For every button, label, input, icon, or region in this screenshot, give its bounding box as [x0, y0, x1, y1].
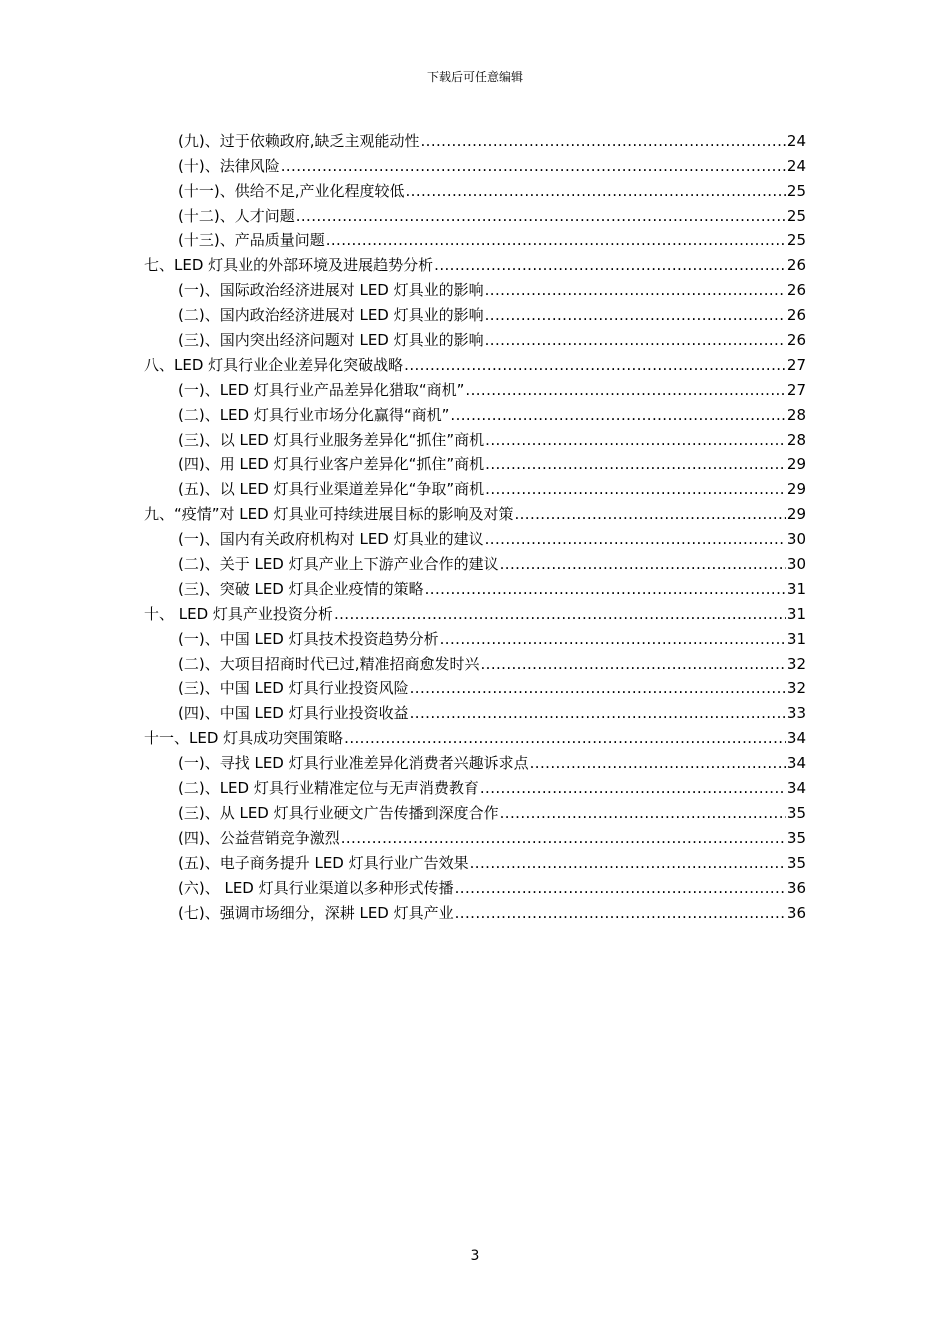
toc-dot-leader: [410, 704, 786, 722]
toc-entry-page: 26: [786, 281, 806, 300]
toc-entry-page: 32: [786, 679, 806, 698]
toc-dot-leader: [440, 630, 786, 648]
toc-section-entry[interactable]: [144, 399, 806, 424]
toc-entry-page: 26: [786, 306, 806, 325]
toc-entry-title: (二)、大项目招商时代已过,精准招商愈发时兴: [178, 654, 480, 673]
toc-dot-leader: [341, 829, 786, 847]
toc-section-entry[interactable]: [144, 175, 806, 200]
toc-entry-title: 十一、LED 灯具成功突围策略: [144, 729, 344, 748]
toc-entry-page: 26: [786, 331, 806, 350]
toc-entry-page: 31: [786, 579, 806, 598]
toc-dot-leader: [326, 231, 786, 249]
toc-entry-page: 28: [786, 430, 806, 449]
toc-section-entry[interactable]: [144, 697, 806, 722]
toc-section-entry[interactable]: [144, 125, 806, 150]
toc-entry-title: (三)、以 LED 灯具行业服务差异化“抓住”商机: [178, 430, 485, 449]
toc-section-entry[interactable]: [144, 473, 806, 498]
page-header: 下载后可任意编辑: [426, 70, 523, 84]
toc-entry-page: 26: [786, 256, 806, 275]
toc-section-entry[interactable]: [144, 872, 806, 897]
toc-entry-page: 36: [786, 903, 806, 922]
toc-dot-leader: [485, 306, 786, 324]
toc-entry-title: (一)、国际政治经济进展对 LED 灯具业的影响: [178, 281, 484, 300]
toc-entry-title: 七、LED 灯具业的外部环境及进展趋势分析: [144, 256, 434, 275]
toc-entry-title: (三)、国内突出经济问题对 LED 灯具业的影响: [178, 331, 484, 350]
toc-section-entry[interactable]: [144, 897, 806, 922]
toc-entry-page: 24: [786, 156, 806, 175]
toc-entry-title: (二)、LED 灯具行业市场分化赢得“商机”: [178, 405, 450, 424]
toc-entry-title: (五)、电子商务提升 LED 灯具行业广告效果: [178, 853, 469, 872]
toc-entry-page: 24: [786, 131, 806, 150]
toc-section-entry[interactable]: [144, 847, 806, 872]
toc-dot-leader: [420, 132, 785, 150]
toc-entry-title: 九、“疫情”对 LED 灯具业可持续进展目标的影响及对策: [144, 505, 514, 524]
toc-entry-title: (三)、中国 LED 灯具行业投资风险: [178, 679, 409, 698]
toc-dot-leader: [514, 505, 785, 523]
toc-entry-title: (一)、LED 灯具行业产品差异化猎取“商机”: [178, 380, 465, 399]
toc-entry-page: 36: [786, 878, 806, 897]
toc-dot-leader: [485, 281, 786, 299]
toc-entry-title: (十一)、供给不足,产业化程度较低: [178, 181, 405, 200]
toc-chapter-entry[interactable]: [144, 249, 806, 274]
toc-dot-leader: [425, 580, 786, 598]
toc-chapter-entry[interactable]: [144, 722, 806, 747]
toc-dot-leader: [530, 754, 786, 772]
toc-dot-leader: [465, 381, 786, 399]
toc-section-entry[interactable]: [144, 548, 806, 573]
toc-dot-leader: [296, 207, 786, 225]
toc-entry-title: (十)、法律风险: [178, 156, 280, 175]
toc-dot-leader: [404, 356, 786, 374]
toc-entry-page: 30: [786, 555, 806, 574]
toc-dot-leader: [281, 157, 786, 175]
toc-section-entry[interactable]: [144, 374, 806, 399]
toc-entry-page: 25: [786, 231, 806, 250]
toc-dot-leader: [485, 331, 786, 349]
toc-dot-leader: [405, 182, 785, 200]
toc-entry-title: (二)、国内政治经济进展对 LED 灯具业的影响: [178, 306, 484, 325]
toc-dot-leader: [455, 904, 786, 922]
toc-dot-leader: [455, 879, 786, 897]
toc-section-entry[interactable]: [144, 299, 806, 324]
toc-entry-title: (五)、以 LED 灯具行业渠道差异化“争取”商机: [178, 480, 485, 499]
toc-section-entry[interactable]: [144, 648, 806, 673]
toc-section-entry[interactable]: [144, 225, 806, 250]
toc-entry-title: (六)、 LED 灯具行业渠道以多种形式传播: [178, 878, 454, 897]
toc-entry-page: 27: [786, 355, 806, 374]
toc-section-entry[interactable]: [144, 573, 806, 598]
toc-section-entry[interactable]: [144, 324, 806, 349]
toc-section-entry[interactable]: [144, 772, 806, 797]
toc-entry-page: 35: [786, 853, 806, 872]
toc-chapter-entry[interactable]: [144, 349, 806, 374]
toc-dot-leader: [434, 256, 786, 274]
toc-section-entry[interactable]: [144, 424, 806, 449]
toc-entry-title: (九)、过于依赖政府,缺乏主观能动性: [178, 131, 420, 150]
toc-dot-leader: [500, 555, 786, 573]
toc-section-entry[interactable]: [144, 623, 806, 648]
toc-entry-title: 八、LED 灯具行业企业差异化突破战略: [144, 355, 404, 374]
toc-entry-title: (一)、寻找 LED 灯具行业准差异化消费者兴趣诉求点: [178, 754, 529, 773]
toc-entry-page: 35: [786, 828, 806, 847]
toc-dot-leader: [410, 679, 786, 697]
toc-dot-leader: [334, 605, 786, 623]
toc-section-entry[interactable]: [144, 150, 806, 175]
toc-dot-leader: [450, 406, 786, 424]
toc-entry-page: 29: [786, 455, 806, 474]
toc-dot-leader: [500, 804, 786, 822]
toc-entry-title: (一)、国内有关政府机构对 LED 灯具业的建议: [178, 530, 484, 549]
toc-dot-leader: [480, 779, 786, 797]
toc-entry-page: 27: [786, 380, 806, 399]
toc-dot-leader: [480, 655, 785, 673]
toc-entry-title: (三)、从 LED 灯具行业硬文广告传播到深度合作: [178, 803, 499, 822]
table-of-contents: [144, 125, 806, 922]
toc-dot-leader: [485, 455, 786, 473]
toc-entry-page: 31: [786, 604, 806, 623]
toc-section-entry[interactable]: [144, 797, 806, 822]
toc-entry-title: (二)、关于 LED 灯具产业上下游产业合作的建议: [178, 555, 499, 574]
toc-chapter-entry[interactable]: [144, 598, 806, 623]
toc-entry-page: 34: [786, 754, 806, 773]
toc-section-entry[interactable]: [144, 673, 806, 698]
toc-entry-title: (一)、中国 LED 灯具技术投资趋势分析: [178, 629, 439, 648]
toc-entry-title: (十二)、人才问题: [178, 206, 295, 225]
toc-section-entry[interactable]: [144, 523, 806, 548]
toc-entry-page: 29: [786, 480, 806, 499]
toc-section-entry[interactable]: [144, 822, 806, 847]
toc-dot-leader: [344, 729, 786, 747]
toc-chapter-entry[interactable]: [144, 498, 806, 523]
toc-section-entry[interactable]: [144, 200, 806, 225]
toc-entry-title: (四)、用 LED 灯具行业客户差异化“抓住”商机: [178, 455, 485, 474]
page-number: 3: [470, 1248, 480, 1264]
toc-section-entry[interactable]: [144, 274, 806, 299]
toc-entry-page: 25: [786, 206, 806, 225]
toc-entry-page: 34: [786, 729, 806, 748]
toc-section-entry[interactable]: [144, 747, 806, 772]
toc-dot-leader: [485, 431, 786, 449]
toc-entry-page: 31: [786, 629, 806, 648]
toc-dot-leader: [470, 854, 786, 872]
toc-entry-title: (十三)、产品质量问题: [178, 231, 325, 250]
toc-entry-page: 29: [786, 505, 806, 524]
toc-entry-page: 28: [786, 405, 806, 424]
toc-dot-leader: [485, 530, 786, 548]
toc-entry-title: (四)、公益营销竞争激烈: [178, 828, 340, 847]
toc-entry-title: (二)、LED 灯具行业精准定位与无声消费教育: [178, 779, 479, 798]
toc-entry-page: 25: [786, 181, 806, 200]
toc-dot-leader: [485, 480, 786, 498]
toc-entry-title: (三)、突破 LED 灯具企业疫情的策略: [178, 579, 424, 598]
toc-entry-title: (七)、强调市场细分，深耕 LED 灯具产业: [178, 903, 454, 922]
toc-entry-page: 34: [786, 779, 806, 798]
toc-section-entry[interactable]: [144, 449, 806, 474]
toc-entry-page: 32: [786, 654, 806, 673]
toc-entry-page: 33: [786, 704, 806, 723]
toc-entry-page: 30: [786, 530, 806, 549]
toc-entry-title: 十、 LED 灯具产业投资分析: [144, 604, 333, 623]
toc-entry-page: 35: [786, 803, 806, 822]
toc-entry-title: (四)、中国 LED 灯具行业投资收益: [178, 704, 409, 723]
